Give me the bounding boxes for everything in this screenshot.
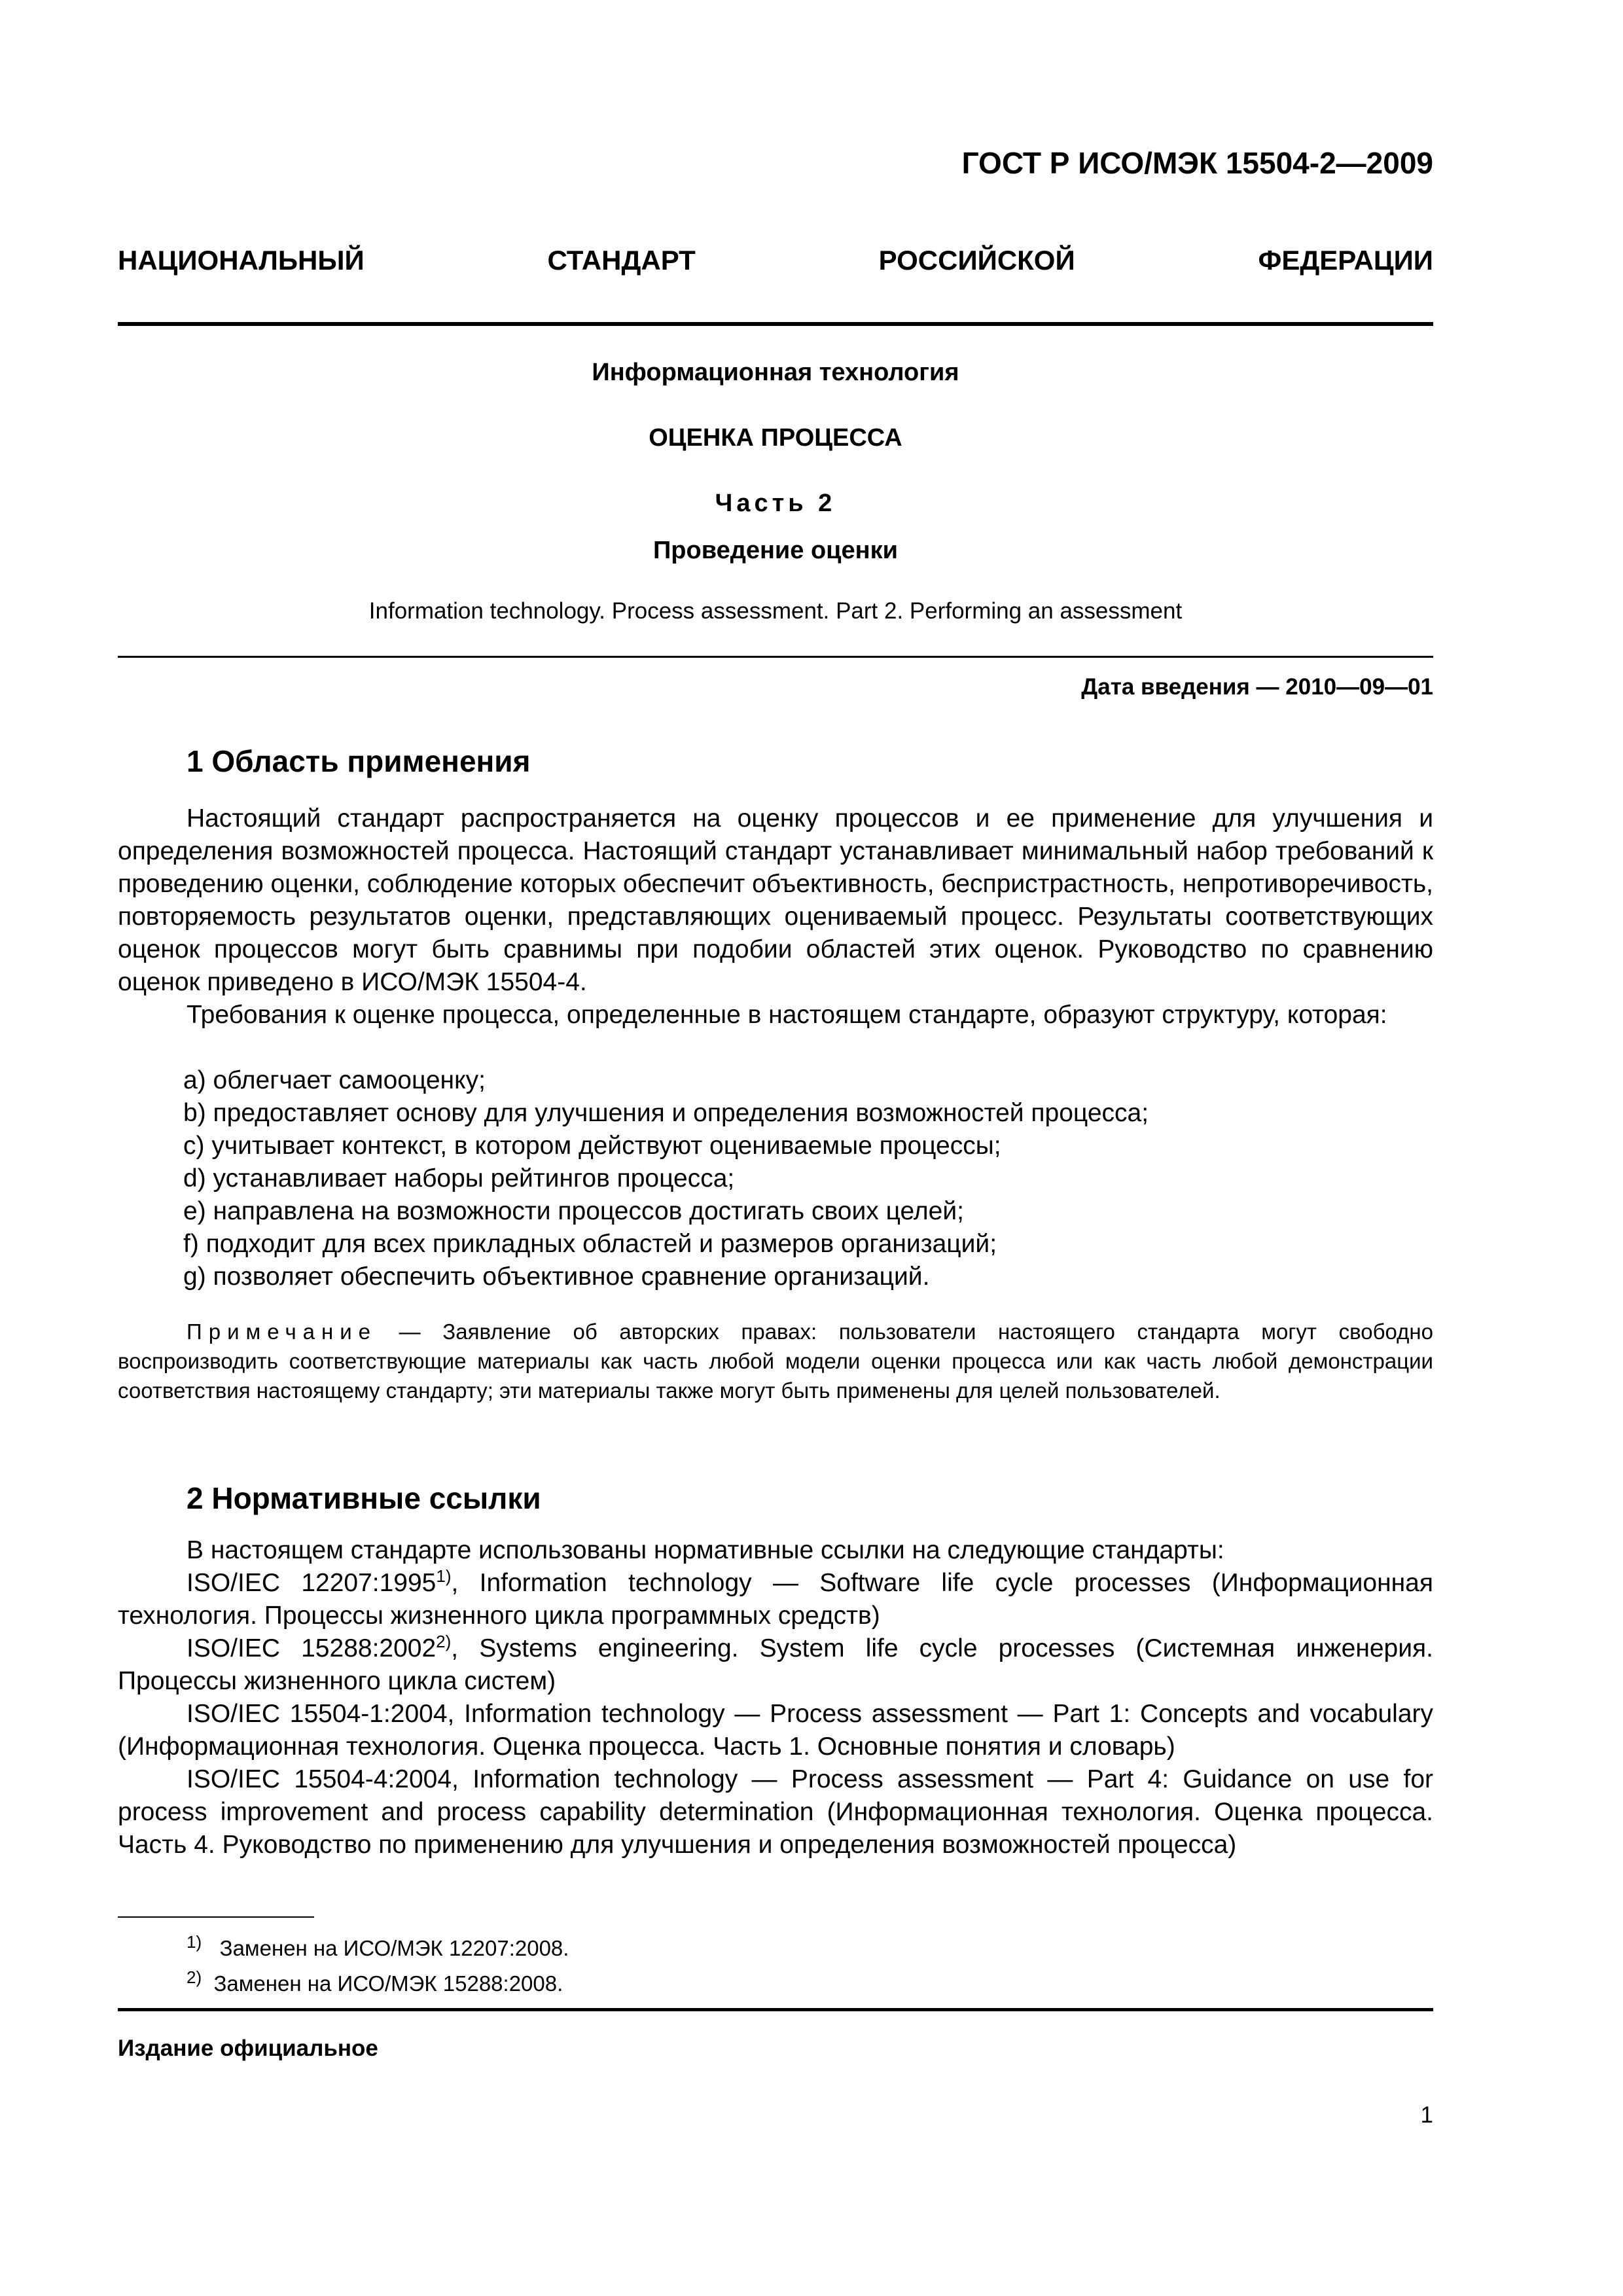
reference-item: ISO/IEC 15288:2002$^{2)}$, Systems engineering. System life cycle processes (Системная инженерия. Процессы жизненного цикла систем) — [118, 1632, 1433, 1695]
title-main: ОЦЕНКА ПРОЦЕССА — [649, 424, 902, 452]
section1-paragraph-1: Настоящий стандарт распространяется на оценку процессов и ее применение для улучшения и определения возможностей процесса. Настоящий стандарт устанавливает минимальный набор требований к проведению оценки, соблюдение которых обеспечит объективность, беспристрастность, непротиворечивость, повторяемость результатов оценки, представляющих оцениваемый процесс. Результаты соответствующих оценок процессов могут быть сравнимы при подобии областей этих оценок. Руководство по сравнению оценок приведено в ИСО/МЭК 15504-4. — [118, 804, 1433, 996]
document-id: ГОСТ Р ИСО/МЭК 15504-2—2009 — [961, 146, 1433, 180]
section1-heading: 1 Область применения — [187, 744, 531, 778]
footnote-divider — [118, 1916, 314, 1918]
title-divider — [118, 656, 1433, 658]
section1-paragraph-2: Требования к оценке процесса, определенные в настоящем стандарте, образуют структуру, которая: — [187, 1001, 1387, 1029]
top-divider — [118, 322, 1433, 326]
section2-heading: 2 Нормативные ссылки — [187, 1481, 541, 1515]
list-item: c) учитывает контекст, в котором действуют оцениваемые процессы; — [183, 1132, 1001, 1160]
national-standard-title: НАЦИОНАЛЬНЫЙ СТАНДАРТ РОССИЙСКОЙ ФЕДЕРАЦИИ — [118, 245, 1433, 276]
reference-item: ISO/IEC 15504-1:2004, Information technology — Process assessment — Part 1: Concepts and vocabulary (Информационная технология. Оценка процесса. Часть 1. Основные понятия и словарь) — [118, 1700, 1433, 1761]
section1-body — [118, 802, 1433, 1031]
list-item: b) предоставляет основу для улучшения и определения возможностей процесса; — [183, 1099, 1149, 1127]
normative-references — [118, 1534, 1433, 1861]
introduction-date: Дата введения — 2010—09—01 — [1081, 674, 1433, 700]
note-text: — Заявление об авторских правах: пользователи настоящего стандарта могут свободно воспроизводить соответствующие материалы как часть любой модели оценки процесса или как часть любой демонстрации соответствия настоящему стандарту; эти материалы также могут быть применены для целей пользователей. — [118, 1319, 1433, 1403]
title-part-name: Проведение оценки — [652, 537, 899, 564]
footnote-1: $^{1)}$ Заменен на ИСО/МЭК 12207:2008. — [187, 1932, 569, 1960]
title-subject: Информационная технология — [592, 359, 959, 386]
footnote-ref-1[interactable]: 1) — [436, 1566, 452, 1586]
title-part: Часть 2 — [715, 490, 836, 517]
section1-list — [183, 1064, 1149, 1293]
list-item: f) подходит для всех прикладных областей и размеров организаций; — [183, 1230, 997, 1258]
note-label: Примечание — [187, 1319, 378, 1344]
note — [118, 1317, 1433, 1405]
reference-item: ISO/IEC 15504-4:2004, Information technology — Process assessment — Part 4: Guidance on use for process improvement and process capability determination (Информационная технология. Оценка процесса. Часть 4. Руководство по применению для улучшения и определения возможностей процесса) — [118, 1765, 1433, 1859]
title-english: Information technology. Process assessment. Part 2. Performing an assessment — [368, 598, 1183, 624]
list-item: e) направлена на возможности процессов достигать своих целей; — [183, 1197, 964, 1225]
official-edition-label: Издание официальное — [118, 2036, 378, 2061]
list-item: d) устанавливает наборы рейтингов процесса; — [183, 1164, 735, 1193]
footer-divider — [118, 2008, 1433, 2011]
footnote-ref-2[interactable]: 2) — [436, 1632, 452, 1651]
list-item: a) облегчает самооценку; — [183, 1066, 486, 1094]
reference-item: ISO/IEC 12207:1995$^{1)}$, Information technology — Software life cycle processes (Информационная технология. Процессы жизненного цикла программных средств) — [118, 1566, 1433, 1630]
footnote-2: $^{2)}$ Заменен на ИСО/МЭК 15288:2008. — [187, 1967, 563, 1996]
page-number: 1 — [1420, 2102, 1433, 2128]
references-intro: В настоящем стандарте использованы нормативные ссылки на следующие стандарты: — [187, 1536, 1224, 1564]
list-item: g) позволяет обеспечить объективное сравнение организаций. — [183, 1263, 930, 1291]
